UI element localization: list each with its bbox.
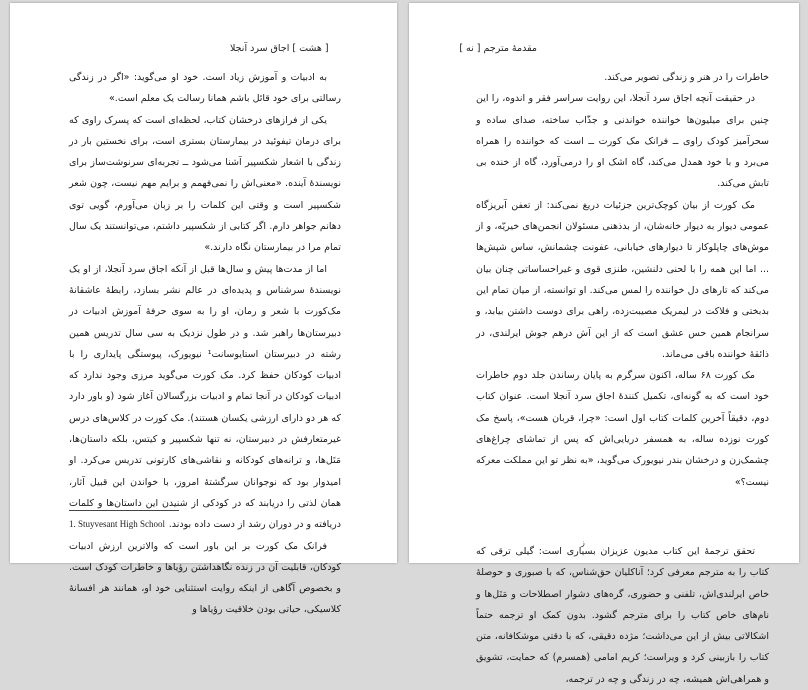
left-paragraph-3: اما از مدت‌ها پیش و سال‌ها قبل از آنکه اجاق سرد آنجلا، از او یک نویسندهٔ سرشناس و پدیده‌ای در عالم نشر بسازد، رابطهٔ عاشقانهٔ مک‌کورت با شعر و رمان، او را به سوی حرفهٔ آموزش ادبیات در دبیرستان‌ها راهبر شد. و در طول نزدیک به سی سال تدریس همین رشته در دبیرستان استایوسانت¹ نیویورک، پیوستگی پایداری را با ادبیات کودکان حفظ کرد. مک کورت می‌گوید مرزی وجود ندارد که ادبیات کودکان در آنجا تمام و ادبیات بزرگسالان آغاز شود (و باور دارد که هر دو دارای ارزشی یکسان هستند). مک کورت در کلاس‌های درس غیرمتعارفش در دبیرستان، نه تنها شکسپیر و کیتس، بلکه داستان‌ها، مَتَل‌ها، و ترانه‌های کودکانه و نقاشی‌های کارتونی تدریس می‌کرد. او امیدوار بود که نوجوانان سرگشتهٔ امروز، با خواندن این قبیل آثار، همان لذتی را دریابند که در کودکی از شنیدن این داستان‌ها و کلمات دریافته و در دوران رشد از دست داده بودند. <box>69 263 341 531</box>
section-break <box>476 493 769 541</box>
right-paragraph-3: مک کورت از بیان کوچک‌ترین جزئیات دریغ نمی‌کند: از تعفن آبریزگاه عمومی دیوار به دیوار خانه‌شان، از بدذهنی مسئولان انجمن‌های خیریّه، و از موش‌های چاپلوکار تا دیوارهای خیابانی، عفونت چشمانش، ساس شپش‌ها ... اما این همه را با لحنی دلنشین، طنزی قوی و غیراحساساتی چنان بیان می‌کند که تارهای دل خواننده را لمس می‌کند. او توانسته، از میان تمام این بدبختی و فلاکت در لیمریک مصیبت‌زده، راهی برای دوست داشتن بیابد، و سرانجام همین حس عشق است که از این آش درهم جوش ایرلندی، در ذائقهٔ خواننده باقی می‌ماند. <box>476 199 769 360</box>
left-paragraph-2: یکی از فرازهای درخشان کتاب، لحظه‌ای است که پسرک راوی که برای درمان تیفوئید در بیمارستان بستری است، برای نخستین بار در زندگی با اشعار شکسپیر آشنا می‌شود ــ تجربه‌ای سرنوشت‌ساز برای نویسندهٔ آینده. «معنی‌اش را نمی‌فهمم و برایم مهم نیست، چون شعر شکسپیر است و وقتی این کلمات را بر زبان می‌آورم، گویی توی دهانم جواهر دارم. اگر کتابی از شکسپیر داشتم، می‌توانستند یک سال تمام مرا در بیمارستان نگاه دارند.» <box>69 114 341 254</box>
right-paragraph-1: خاطرات را در هنر و زندگی تصویر می‌کند. <box>604 72 769 83</box>
left-paragraph-4: فرانک مک کورت بر این باور است که والاترین ارزش ادبیات کودکان، قابلیت آن در زنده نگاهداشتن رؤیاها و خاطرات کودک است. و بخصوص آگاهی از اینکه روایت استثنایی خود او، همانند هر افسانهٔ کلاسیکی، حیاتی بودن خلاقیت رؤیاها و <box>69 540 341 616</box>
page-number: ز <box>581 538 585 547</box>
right-paragraph-4: مک کورت ۶۸ ساله، اکنون سرگرم به پایان رساندن جلد دوم خاطرات خود است که به گونه‌ای، تکمیل کنندهٔ اجاق سرد آنجلا است. عنوان کتاب دوم، دقیقاً آخرین کلمات کتاب اول است: «چرا، قربان هست»، پاسخ مک کورت نوزده ساله، به همسفر دریایی‌اش که پس از تماشای چراغ‌های چشمک‌زن و درخشان بندر نیویورک می‌گوید، «به نظر تو این مملکت معرکه نیست؟» <box>476 370 769 488</box>
right-paragraph-2: در حقیقت آنچه اجاق سرد آنجلا، این روایت سراسر فقر و اندوه، را این چنین برای میلیون‌ها خواننده خواندنی و جذّاب ساخته، صدای ساده و سحرآمیز کودک راوی ــ فرانک مک کورت ــ است که خواننده را همراه می‌برد و با خود همدل می‌کند، گاه اشک او را درمی‌آورد، گاه از خنده بی تابش می‌کند. <box>476 93 769 190</box>
running-header-right: مقدمهٔ مترجم [ نه ] <box>459 43 537 54</box>
left-page-body <box>69 67 341 621</box>
footnote-rule <box>69 510 179 511</box>
footnote: 1. Stuyvesant High School <box>69 519 165 529</box>
running-header-left: [ هشت ] اجاق سرد آنجلا <box>230 43 329 54</box>
right-paragraph-5: تحقق ترجمهٔ این کتاب مدیون عزیزان بسیاری است: گیلی ترقی که کتاب را به مترجم معرفی کرد؛ آناکلیان حق‌شناس، که با صبوری و حوصلهٔ خاص ایرلندی‌اش، تلفنی و حضوری، گره‌های دشوار اصطلاحات و مَتَل‌ها و نام‌های خاص کتاب را برای مترجم گشود. بدون کمک او ترجمه حتماً اشکالاتی بیش از این می‌داشت؛ مژده دقیقی، که با دقتی موشکافانه، متن کتاب را بازبینی کرد و ویراست؛ کریم امامی (همسرم) که حمایت، تشویق و همراهی‌اش همیشه، چه در زندگی و چه در ترجمه، <box>476 545 769 685</box>
left-book-page <box>10 3 397 616</box>
left-paragraph-1: به ادبیات و آموزش زیاد است. خود او می‌گوید: «اگر در زندگی رسالتی برای خود قائل باشم همانا رسالت یک معلم است.» <box>69 72 341 105</box>
right-page-body <box>476 67 769 690</box>
right-book-page <box>409 3 799 685</box>
